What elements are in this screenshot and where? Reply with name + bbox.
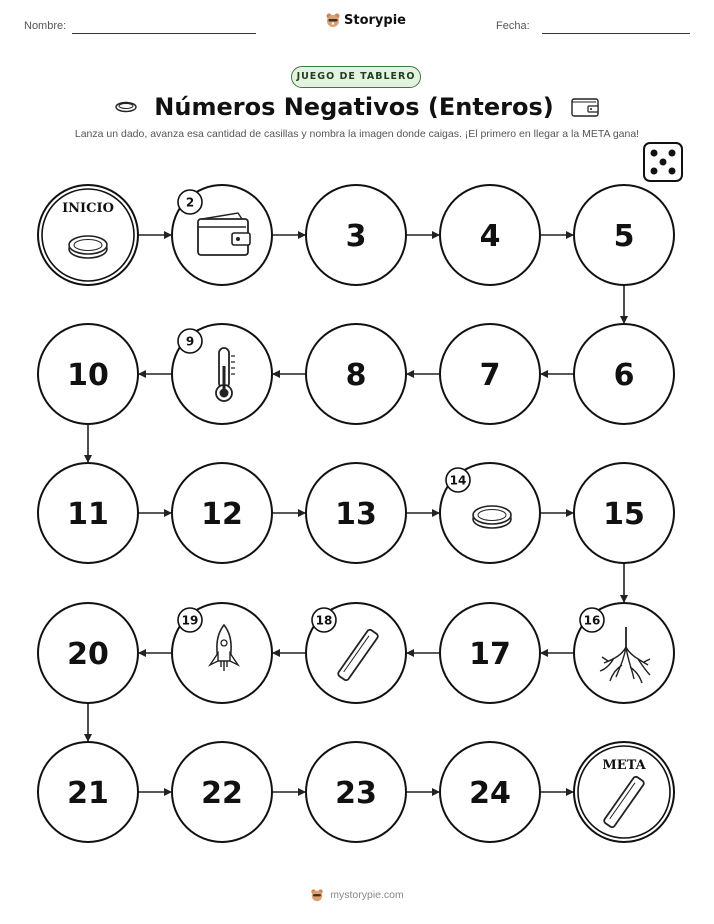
footer-url: mystorypie.com — [330, 889, 404, 901]
title-text: Números Negativos (Enteros) — [154, 93, 554, 121]
board-space-8 — [306, 324, 406, 424]
space-number: 23 — [335, 776, 377, 811]
space-number: 24 — [469, 776, 511, 811]
board-cells — [38, 185, 674, 842]
board-space-15 — [574, 463, 674, 563]
space-number: 4 — [479, 219, 501, 254]
board-space-19 — [172, 603, 272, 703]
board-space-14 — [440, 463, 540, 563]
space-number: 5 — [613, 219, 635, 254]
space-number: 18 — [315, 613, 333, 628]
board-space-20 — [38, 603, 138, 703]
space-number: 15 — [603, 497, 645, 532]
date-label: Fecha: — [496, 20, 530, 32]
board-space-4 — [440, 185, 540, 285]
board-space-6 — [574, 324, 674, 424]
board-space-2 — [172, 185, 272, 285]
board-space-21 — [38, 742, 138, 842]
space-number: 7 — [479, 358, 501, 393]
space-number: 10 — [67, 358, 109, 393]
goal-space — [574, 742, 674, 842]
space-number: 13 — [335, 497, 377, 532]
board-space-16 — [574, 603, 674, 703]
game-type-badge: JUEGO DE TABLERO — [291, 66, 421, 88]
space-number: 20 — [67, 637, 109, 672]
instructions: Lanza un dado, avanza esa cantidad de casillas y nombra la imagen donde caigas. ¡El primero en llegar a la META gana! — [74, 128, 640, 140]
board-space-22 — [172, 742, 272, 842]
board-space-23 — [306, 742, 406, 842]
board-space-24 — [440, 742, 540, 842]
dice-icon — [642, 141, 684, 183]
start-label: INICIO — [62, 201, 114, 216]
board-space-10 — [38, 324, 138, 424]
brand-name: Storypie — [344, 12, 406, 28]
name-label: Nombre: — [24, 20, 67, 32]
space-number: 11 — [67, 497, 109, 532]
bear-mascot-icon — [310, 888, 324, 902]
board-space-13 — [306, 463, 406, 563]
space-number: 22 — [201, 776, 243, 811]
goal-label: META — [602, 758, 646, 773]
space-number: 14 — [449, 473, 467, 488]
board-space-12 — [172, 463, 272, 563]
space-number: 16 — [583, 613, 601, 628]
space-number: 6 — [613, 358, 635, 393]
space-number: 8 — [345, 358, 367, 393]
board-space-18 — [306, 603, 406, 703]
board-space-17 — [440, 603, 540, 703]
wallet-icon — [198, 213, 250, 255]
board-space-11 — [38, 463, 138, 563]
footer — [0, 888, 714, 902]
board-space-7 — [440, 324, 540, 424]
space-number: 21 — [67, 776, 109, 811]
space-number: 3 — [345, 219, 367, 254]
board-space-5 — [574, 185, 674, 285]
board-space-9 — [172, 324, 272, 424]
thermometer-icon — [216, 348, 235, 401]
space-number: 2 — [185, 195, 195, 210]
start-space — [38, 185, 138, 285]
coin-icon — [473, 506, 511, 528]
board-space-3 — [306, 185, 406, 285]
space-number: 19 — [181, 613, 199, 628]
space-number: 17 — [469, 637, 511, 672]
space-number: 12 — [201, 497, 243, 532]
space-number: 9 — [185, 334, 195, 349]
coin-icon — [69, 236, 107, 258]
